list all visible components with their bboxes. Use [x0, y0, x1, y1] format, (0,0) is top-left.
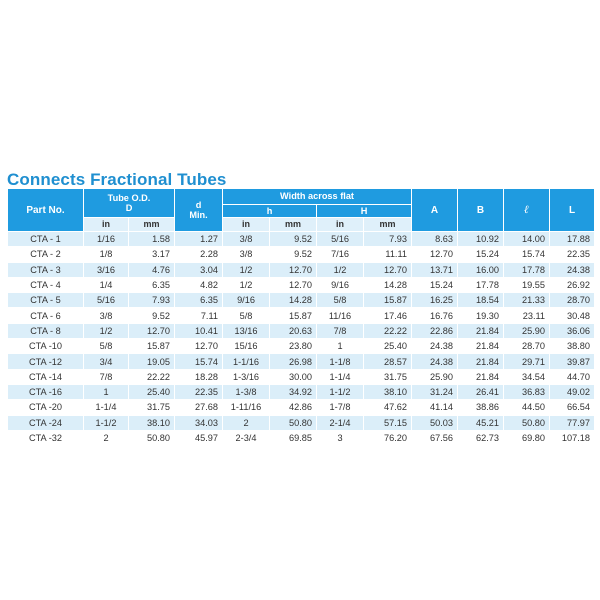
cell-A: 24.38 — [412, 339, 458, 354]
cell-part-no: CTA -24 — [8, 415, 84, 430]
cell-h-in: 2-3/4 — [223, 430, 270, 445]
cell-l: 23.11 — [504, 308, 550, 323]
cell-B: 45.21 — [458, 415, 504, 430]
cell-H-in: 1 — [317, 339, 364, 354]
cell-h-mm: 50.80 — [270, 415, 317, 430]
cell-d-min: 12.70 — [175, 339, 223, 354]
cell-tube-od-in: 1/16 — [84, 232, 129, 247]
cell-part-no: CTA -20 — [8, 400, 84, 415]
cell-A: 24.38 — [412, 354, 458, 369]
cell-A: 67.56 — [412, 430, 458, 445]
cell-part-no: CTA -10 — [8, 339, 84, 354]
cell-h-mm: 69.85 — [270, 430, 317, 445]
cell-part-no: CTA - 6 — [8, 308, 84, 323]
cell-tube-od-mm: 50.80 — [129, 430, 175, 445]
cell-B: 38.86 — [458, 400, 504, 415]
header-L: L — [550, 189, 595, 232]
cell-d-min: 15.74 — [175, 354, 223, 369]
cell-tube-od-in: 1 — [84, 384, 129, 399]
cell-tube-od-mm: 3.17 — [129, 247, 175, 262]
cell-h-in: 1-3/16 — [223, 369, 270, 384]
cell-h-mm: 12.70 — [270, 277, 317, 292]
header-tube-od-line2: D — [125, 203, 133, 213]
header-A: A — [412, 189, 458, 232]
cell-l: 44.50 — [504, 400, 550, 415]
cell-H-in: 2-1/4 — [317, 415, 364, 430]
cell-l: 15.74 — [504, 247, 550, 262]
cell-d-min: 18.28 — [175, 369, 223, 384]
cell-d-min: 45.97 — [175, 430, 223, 445]
cell-B: 21.84 — [458, 354, 504, 369]
cell-B: 18.54 — [458, 293, 504, 308]
cell-H-in: 7/8 — [317, 323, 364, 338]
header-h-small: h — [223, 205, 317, 218]
cell-B: 19.30 — [458, 308, 504, 323]
cell-H-mm: 47.62 — [364, 400, 412, 415]
cell-L: 38.80 — [550, 339, 595, 354]
cell-L: 107.18 — [550, 430, 595, 445]
cell-H-mm: 57.15 — [364, 415, 412, 430]
cell-A: 12.70 — [412, 247, 458, 262]
cell-H-mm: 14.28 — [364, 277, 412, 292]
cell-tube-od-mm: 19.05 — [129, 354, 175, 369]
header-part-no: Part No. — [8, 189, 84, 232]
cell-H-mm: 76.20 — [364, 430, 412, 445]
cell-A: 13.71 — [412, 262, 458, 277]
cell-H-mm: 17.46 — [364, 308, 412, 323]
cell-part-no: CTA -14 — [8, 369, 84, 384]
cell-tube-od-in: 5/8 — [84, 339, 129, 354]
cell-d-min: 27.68 — [175, 400, 223, 415]
cell-H-mm: 12.70 — [364, 262, 412, 277]
cell-h-in: 1-11/16 — [223, 400, 270, 415]
cell-d-min: 1.27 — [175, 232, 223, 247]
cell-tube-od-mm: 9.52 — [129, 308, 175, 323]
cell-tube-od-in: 1-1/4 — [84, 400, 129, 415]
cell-part-no: CTA - 4 — [8, 277, 84, 292]
unit-in-H: in — [317, 218, 364, 232]
cell-H-in: 1-1/2 — [317, 384, 364, 399]
cell-L: 36.06 — [550, 323, 595, 338]
header-d-line2: Min. — [189, 210, 208, 220]
cell-l: 34.54 — [504, 369, 550, 384]
header-width-across-flat: Width across flat — [223, 189, 412, 205]
cell-H-mm: 25.40 — [364, 339, 412, 354]
table-row — [8, 415, 595, 430]
cell-L: 22.35 — [550, 247, 595, 262]
cell-tube-od-in: 3/8 — [84, 308, 129, 323]
cell-l: 69.80 — [504, 430, 550, 445]
cell-h-in: 3/8 — [223, 247, 270, 262]
cell-A: 15.24 — [412, 277, 458, 292]
header-tube-od-line1: Tube O.D. — [107, 193, 151, 203]
table-row — [8, 323, 595, 338]
cell-d-min: 2.28 — [175, 247, 223, 262]
table-row — [8, 384, 595, 399]
cell-part-no: CTA - 5 — [8, 293, 84, 308]
cell-d-min: 22.35 — [175, 384, 223, 399]
cell-d-min: 10.41 — [175, 323, 223, 338]
cell-L: 30.48 — [550, 308, 595, 323]
cell-tube-od-mm: 1.58 — [129, 232, 175, 247]
cell-h-in: 1-3/8 — [223, 384, 270, 399]
cell-H-in: 1-1/8 — [317, 354, 364, 369]
header-tube-od — [84, 189, 175, 218]
table-row — [8, 262, 595, 277]
cell-part-no: CTA - 8 — [8, 323, 84, 338]
unit-mm-tube: mm — [129, 218, 175, 232]
cell-h-in: 5/8 — [223, 308, 270, 323]
cell-A: 25.90 — [412, 369, 458, 384]
cell-L: 17.88 — [550, 232, 595, 247]
table-title: Connects Fractional Tubes — [7, 170, 227, 189]
cell-H-in: 11/16 — [317, 308, 364, 323]
cell-tube-od-in: 1-1/2 — [84, 415, 129, 430]
cell-h-in: 13/16 — [223, 323, 270, 338]
cell-H-in: 1-1/4 — [317, 369, 364, 384]
table-row — [8, 354, 595, 369]
cell-tube-od-mm: 7.93 — [129, 293, 175, 308]
cell-H-mm: 28.57 — [364, 354, 412, 369]
cell-B: 21.84 — [458, 369, 504, 384]
cell-H-mm: 38.10 — [364, 384, 412, 399]
cell-l: 29.71 — [504, 354, 550, 369]
cell-d-min: 4.82 — [175, 277, 223, 292]
cell-H-in: 3 — [317, 430, 364, 445]
table-row — [8, 369, 595, 384]
cell-H-in: 5/16 — [317, 232, 364, 247]
cell-tube-od-in: 1/8 — [84, 247, 129, 262]
cell-h-mm: 42.86 — [270, 400, 317, 415]
unit-mm-H: mm — [364, 218, 412, 232]
cell-d-min: 3.04 — [175, 262, 223, 277]
cell-B: 16.00 — [458, 262, 504, 277]
cell-tube-od-in: 7/8 — [84, 369, 129, 384]
cell-A: 41.14 — [412, 400, 458, 415]
cell-L: 26.92 — [550, 277, 595, 292]
cell-B: 62.73 — [458, 430, 504, 445]
cell-tube-od-mm: 15.87 — [129, 339, 175, 354]
cell-l: 14.00 — [504, 232, 550, 247]
unit-mm-h: mm — [270, 218, 317, 232]
cell-tube-od-in: 1/4 — [84, 277, 129, 292]
table-row — [8, 293, 595, 308]
cell-tube-od-in: 3/4 — [84, 354, 129, 369]
cell-L: 44.70 — [550, 369, 595, 384]
header-row-1 — [8, 189, 595, 205]
table-row — [8, 308, 595, 323]
cell-L: 77.97 — [550, 415, 595, 430]
cell-h-in: 1/2 — [223, 262, 270, 277]
cell-A: 8.63 — [412, 232, 458, 247]
header-d-line1: d — [195, 200, 202, 210]
cell-tube-od-mm: 25.40 — [129, 384, 175, 399]
cell-B: 21.84 — [458, 339, 504, 354]
cell-l: 17.78 — [504, 262, 550, 277]
cell-B: 10.92 — [458, 232, 504, 247]
cell-H-in: 9/16 — [317, 277, 364, 292]
cell-h-mm: 15.87 — [270, 308, 317, 323]
cell-l: 28.70 — [504, 339, 550, 354]
cell-h-mm: 14.28 — [270, 293, 317, 308]
cell-tube-od-mm: 6.35 — [129, 277, 175, 292]
cell-h-mm: 9.52 — [270, 232, 317, 247]
cell-L: 49.02 — [550, 384, 595, 399]
table-row — [8, 339, 595, 354]
cell-H-in: 7/16 — [317, 247, 364, 262]
cell-L: 39.87 — [550, 354, 595, 369]
cell-A: 16.25 — [412, 293, 458, 308]
cell-B: 26.41 — [458, 384, 504, 399]
cell-h-in: 15/16 — [223, 339, 270, 354]
table-row — [8, 247, 595, 262]
header-l — [504, 189, 550, 232]
header-l-glyph: ℓ — [524, 203, 529, 216]
cell-tube-od-in: 3/16 — [84, 262, 129, 277]
cell-h-mm: 20.63 — [270, 323, 317, 338]
cell-l: 21.33 — [504, 293, 550, 308]
spec-table — [7, 188, 595, 446]
cell-l: 50.80 — [504, 415, 550, 430]
cell-l: 36.83 — [504, 384, 550, 399]
cell-part-no: CTA -12 — [8, 354, 84, 369]
table-row — [8, 232, 595, 247]
cell-H-mm: 7.93 — [364, 232, 412, 247]
cell-tube-od-in: 1/2 — [84, 323, 129, 338]
cell-tube-od-mm: 12.70 — [129, 323, 175, 338]
cell-tube-od-in: 5/16 — [84, 293, 129, 308]
cell-h-in: 3/8 — [223, 232, 270, 247]
cell-B: 17.78 — [458, 277, 504, 292]
cell-B: 21.84 — [458, 323, 504, 338]
cell-h-in: 9/16 — [223, 293, 270, 308]
cell-h-mm: 26.98 — [270, 354, 317, 369]
unit-in-h: in — [223, 218, 270, 232]
cell-h-mm: 30.00 — [270, 369, 317, 384]
cell-part-no: CTA -32 — [8, 430, 84, 445]
cell-h-mm: 23.80 — [270, 339, 317, 354]
cell-tube-od-mm: 4.76 — [129, 262, 175, 277]
cell-h-mm: 9.52 — [270, 247, 317, 262]
cell-part-no: CTA - 2 — [8, 247, 84, 262]
cell-tube-od-in: 2 — [84, 430, 129, 445]
header-B: B — [458, 189, 504, 232]
cell-H-mm: 15.87 — [364, 293, 412, 308]
cell-L: 66.54 — [550, 400, 595, 415]
cell-h-in: 2 — [223, 415, 270, 430]
table-row — [8, 400, 595, 415]
cell-H-in: 1/2 — [317, 262, 364, 277]
cell-h-mm: 12.70 — [270, 262, 317, 277]
cell-B: 15.24 — [458, 247, 504, 262]
header-d-min — [175, 189, 223, 232]
cell-l: 25.90 — [504, 323, 550, 338]
cell-d-min: 6.35 — [175, 293, 223, 308]
cell-H-mm: 11.11 — [364, 247, 412, 262]
header-h-large: H — [317, 205, 412, 218]
cell-H-in: 5/8 — [317, 293, 364, 308]
cell-h-in: 1-1/16 — [223, 354, 270, 369]
cell-A: 31.24 — [412, 384, 458, 399]
cell-d-min: 7.11 — [175, 308, 223, 323]
cell-tube-od-mm: 22.22 — [129, 369, 175, 384]
cell-H-mm: 22.22 — [364, 323, 412, 338]
cell-A: 22.86 — [412, 323, 458, 338]
table-row — [8, 277, 595, 292]
cell-H-mm: 31.75 — [364, 369, 412, 384]
cell-l: 19.55 — [504, 277, 550, 292]
cell-A: 50.03 — [412, 415, 458, 430]
cell-h-mm: 34.92 — [270, 384, 317, 399]
cell-L: 24.38 — [550, 262, 595, 277]
cell-L: 28.70 — [550, 293, 595, 308]
cell-d-min: 34.03 — [175, 415, 223, 430]
cell-A: 16.76 — [412, 308, 458, 323]
cell-tube-od-mm: 38.10 — [129, 415, 175, 430]
cell-H-in: 1-7/8 — [317, 400, 364, 415]
cell-part-no: CTA - 3 — [8, 262, 84, 277]
cell-h-in: 1/2 — [223, 277, 270, 292]
cell-part-no: CTA - 1 — [8, 232, 84, 247]
cell-part-no: CTA -16 — [8, 384, 84, 399]
unit-in-tube: in — [84, 218, 129, 232]
table-row — [8, 430, 595, 445]
cell-tube-od-mm: 31.75 — [129, 400, 175, 415]
